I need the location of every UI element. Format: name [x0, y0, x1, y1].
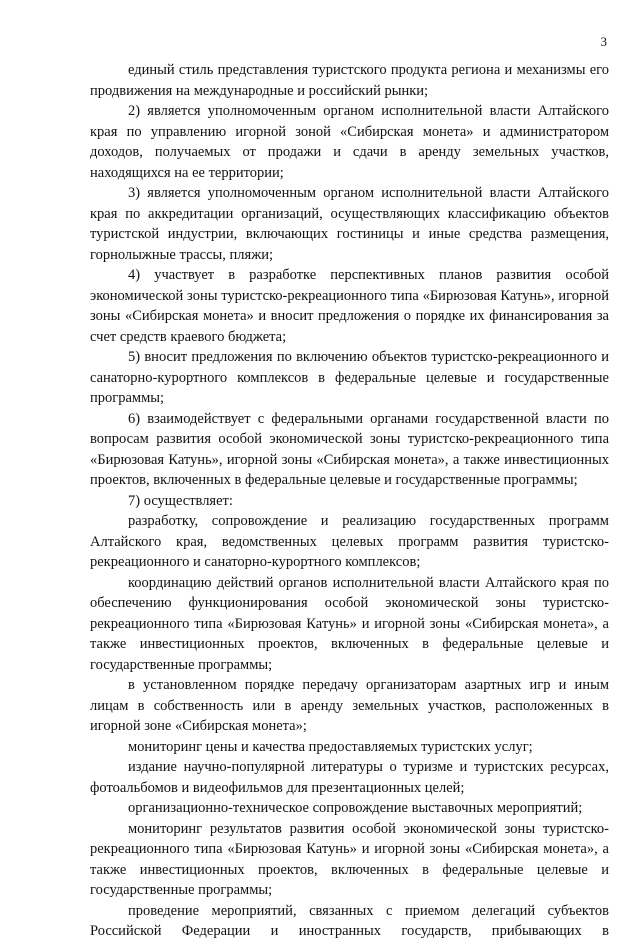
paragraph-item-3: 3) является уполномоченным органом исполнительной власти Алтайского края по аккредитации организаций, осуществляющих классификацию объектов туристской индустрии, включающих гостиницы и иные средства размещения, горнолыжные трассы, пляжи; [90, 185, 609, 263]
subitem-publishing: издание научно-популярной литературы о туризме и туристских ресурсах, фотоальбомов и видеофильмов для презентационных целей; [90, 759, 609, 796]
subitem-delegations: проведение мероприятий, связанных с приемом делегаций субъектов Российской Федерации и иностранных государств, прибывающих в [90, 902, 609, 939]
subitem-program-development: разработку, сопровождение и реализацию государственных программ Алтайского края, ведомственных целевых программ развития туристско-рекреационного и санаторно-курортного комплексов; [90, 513, 609, 570]
paragraph-item-5: 5) вносит предложения по включению объектов туристско-рекреационного и санаторно-курортного комплексов в федеральные целевые и государственные программы; [90, 349, 609, 406]
paragraph-item-7: 7) осуществляет: [128, 492, 233, 509]
subitem-coordination: координацию действий органов исполнительной власти Алтайского края по обеспечению функционирования особой экономической зоны туристско-рекреационного типа «Бирюзовая Катунь» и игорной зоны «Сибирская монета», а также инвестиционных проектов, включенных в федеральные целевые и государственные программы; [90, 574, 609, 673]
subitem-price-monitoring: мониторинг цены и качества предоставляемых туристских услуг; [128, 738, 533, 755]
document-body [90, 60, 609, 942]
subitem-exhibitions: организационно-техническое сопровождение выставочных мероприятий; [128, 800, 583, 816]
page-number: 3 [600, 34, 607, 49]
subitem-land-transfer: в установленном порядке передачу организаторам азартных игр и иным лицам в собственность или в аренду земельных участков, расположенных в игорной зоне «Сибирская монета»; [90, 677, 609, 734]
paragraph-item-6: 6) взаимодействует с федеральными органами государственной власти по вопросам развития особой экономической зоны туристско-рекреационного типа «Бирюзовая Катунь», игорной зоны «Сибирская монета», а также инвестиционных проектов, включенных в федеральные целевые и государственные программы; [90, 410, 609, 488]
subitem-results-monitoring: мониторинг результатов развития особой экономической зоны туристско-рекреационного типа «Бирюзовая Катунь» и игорной зоны «Сибирская монета», а также инвестиционных проектов, включенных в федеральные целевые и государственные программы; [90, 820, 609, 898]
paragraph-item-4: 4) участвует в разработке перспективных планов развития особой экономической зоны туристско-рекреационного типа «Бирюзовая Катунь», игорной зоны «Сибирская монета» и вносит предложения о порядке их финансирования за счет средств краевого бюджета; [90, 267, 609, 345]
paragraph-1-continuation: единый стиль представления туристского продукта региона и механизмы его продвижения на международные и российский рынки; [90, 62, 609, 99]
paragraph-item-2: 2) является уполномоченным органом исполнительной власти Алтайского края по управлению игорной зоной «Сибирская монета» и администратором доходов, получаемых от продажи и сдачи в аренду земельных участков, находящихся на ее территории; [90, 103, 609, 181]
